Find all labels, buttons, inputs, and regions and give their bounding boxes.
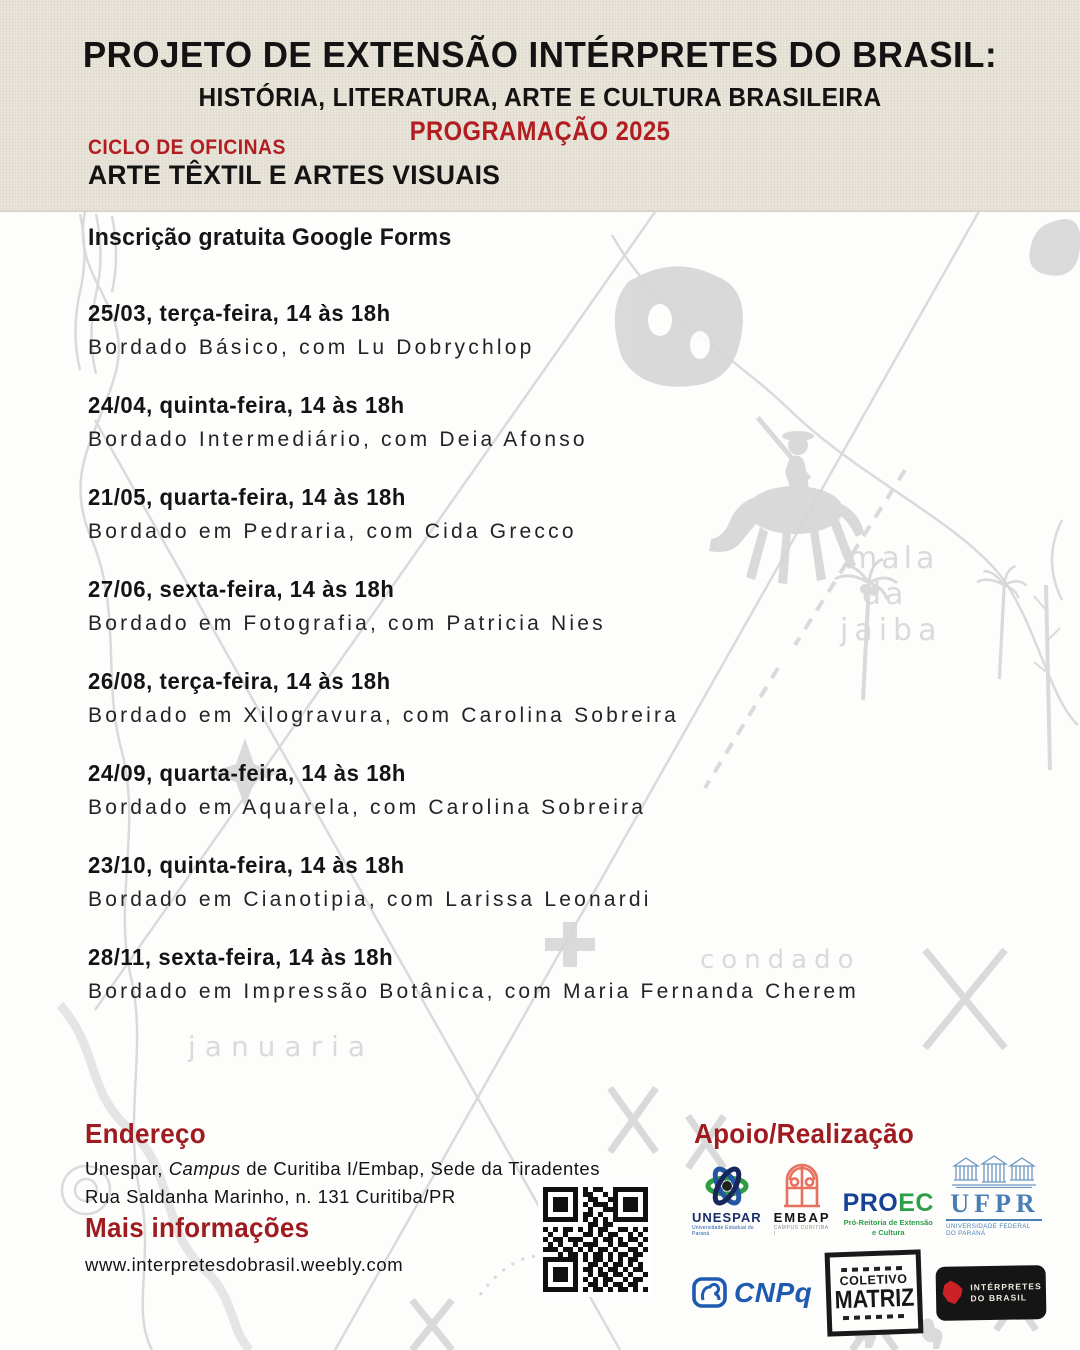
- proec-logo: [843, 1191, 934, 1237]
- proec-name-pro: PRO: [842, 1189, 899, 1218]
- brazil-map-icon: [940, 1277, 965, 1309]
- workshop-item: [88, 392, 1050, 452]
- workshop-item: [88, 576, 1050, 636]
- workshop-list: [88, 300, 1050, 1036]
- matriz-line1: COLETIVO: [839, 1271, 908, 1289]
- ufpr-subtext: UNIVERSIDADE FEDERAL DO PARANÁ: [945, 1223, 1031, 1237]
- workshop-datetime: 21/05, quarta-feira, 14 às 18h: [88, 484, 406, 510]
- workshop-description: Bordado em Cianotipia, com Larissa Leonardi: [88, 888, 652, 911]
- poster-title: PROJETO DE EXTENSÃO INTÉRPRETES DO BRASIL:: [82, 34, 998, 75]
- workshop-item: [88, 760, 1050, 820]
- workshop-description: Bordado em Xilogravura, com Carolina Sobreira: [88, 704, 680, 727]
- embap-window-icon: [782, 1156, 822, 1208]
- support-logos: [692, 1154, 1042, 1335]
- cycle-title: ARTE TÊXTIL E ARTES VISUAIS: [88, 160, 501, 190]
- support-heading: Apoio/Realização: [694, 1118, 915, 1149]
- proec-subtext-line2: e Cultura: [872, 1227, 905, 1237]
- bg-label-jaiba: jaiba: [840, 613, 943, 648]
- qr-code: [538, 1182, 653, 1297]
- embap-subtext: CAMPUS CURITIBA I: [773, 1225, 829, 1237]
- workshop-datetime: 24/04, quinta-feira, 14 às 18h: [88, 392, 405, 418]
- workshop-datetime: 25/03, terça-feira, 14 às 18h: [88, 300, 391, 326]
- workshop-datetime: 28/11, sexta-feira, 14 às 18h: [88, 944, 394, 970]
- bg-label-da: da: [862, 577, 908, 612]
- poster-subtitle: HISTÓRIA, LITERATURA, ARTE E CULTURA BRASILEIRA: [198, 82, 882, 112]
- address-line-1-campus: Campus: [168, 1158, 241, 1179]
- address-line-1-post: de Curitiba I/Embap, Sede da Tiradentes: [240, 1158, 600, 1179]
- unespar-logo: [692, 1163, 762, 1237]
- workshop-item: [88, 668, 1050, 728]
- website-url: www.interpretesdobrasil.weebly.com: [85, 1254, 404, 1275]
- bg-label-condado: condado: [700, 945, 861, 975]
- program-year-label: PROGRAMAÇÃO 2025: [409, 116, 671, 146]
- ufpr-building-icon: [951, 1154, 1037, 1188]
- address-line-2: Rua Saldanha Marinho, n. 131 Curitiba/PR: [85, 1186, 456, 1207]
- more-info-heading: Mais informações: [85, 1212, 310, 1243]
- address-line-1: [85, 1158, 600, 1180]
- workshop-datetime: 23/10, quinta-feira, 14 às 18h: [88, 852, 405, 878]
- proec-subtext-line1: Pró-Reitoria de Extensão: [843, 1218, 933, 1228]
- workshop-item: [88, 852, 1050, 912]
- workshop-datetime: 27/06, sexta-feira, 14 às 18h: [88, 576, 395, 602]
- interpretes-do-brasil-logo: [936, 1265, 1047, 1321]
- unespar-subtext: Universidade Estadual do Paraná: [692, 1225, 754, 1237]
- workshop-description: Bordado em Pedraria, com Cida Grecco: [88, 520, 577, 543]
- workshop-description: Bordado Básico, com Lu Dobrychlop: [88, 336, 535, 359]
- address-line-1-pre: Unespar,: [85, 1158, 169, 1179]
- bg-label-mala: mala: [848, 541, 939, 576]
- proec-name-ec: EC: [898, 1189, 934, 1218]
- qr-modules: [543, 1187, 648, 1292]
- interpretes-line2: DO BRASIL: [970, 1292, 1028, 1304]
- workshop-item: [88, 484, 1050, 544]
- ufpr-logo: [946, 1154, 1042, 1237]
- workshop-description: Bordado em Fotografia, com Patricia Nies: [88, 612, 606, 635]
- coletivo-matriz-logo: [825, 1249, 924, 1336]
- cycle-label: CICLO DE OFICINAS: [88, 136, 286, 159]
- unespar-knot-icon: [704, 1163, 750, 1209]
- ufpr-name: UFPR: [946, 1190, 1041, 1221]
- bg-label-januaria: januaria: [188, 1030, 375, 1063]
- interpretes-line1: INTÉRPRETES: [970, 1280, 1043, 1292]
- workshop-item: [88, 944, 1050, 1004]
- matriz-line2: MATRIZ: [834, 1283, 915, 1315]
- workshop-description: Bordado em Aquarela, com Carolina Sobreira: [88, 796, 647, 819]
- workshop-item: [88, 300, 1050, 360]
- cnpq-name: CNPq: [734, 1277, 813, 1308]
- embap-logo: [774, 1156, 831, 1237]
- embap-name: EMBAP: [773, 1210, 831, 1225]
- registration-note: Inscrição gratuita Google Forms: [88, 224, 452, 251]
- cnpq-logo: [692, 1277, 812, 1309]
- cnpq-head-icon: [692, 1277, 728, 1309]
- workshop-description: Bordado Intermediário, com Deia Afonso: [88, 428, 588, 451]
- workshop-description: Bordado em Impressão Botânica, com Maria Fernanda Cherem: [88, 980, 859, 1003]
- unespar-name: UNESPAR: [692, 1210, 762, 1225]
- workshop-datetime: 26/08, terça-feira, 14 às 18h: [88, 668, 391, 694]
- address-heading: Endereço: [85, 1118, 206, 1149]
- workshop-datetime: 24/09, quarta-feira, 14 às 18h: [88, 760, 406, 786]
